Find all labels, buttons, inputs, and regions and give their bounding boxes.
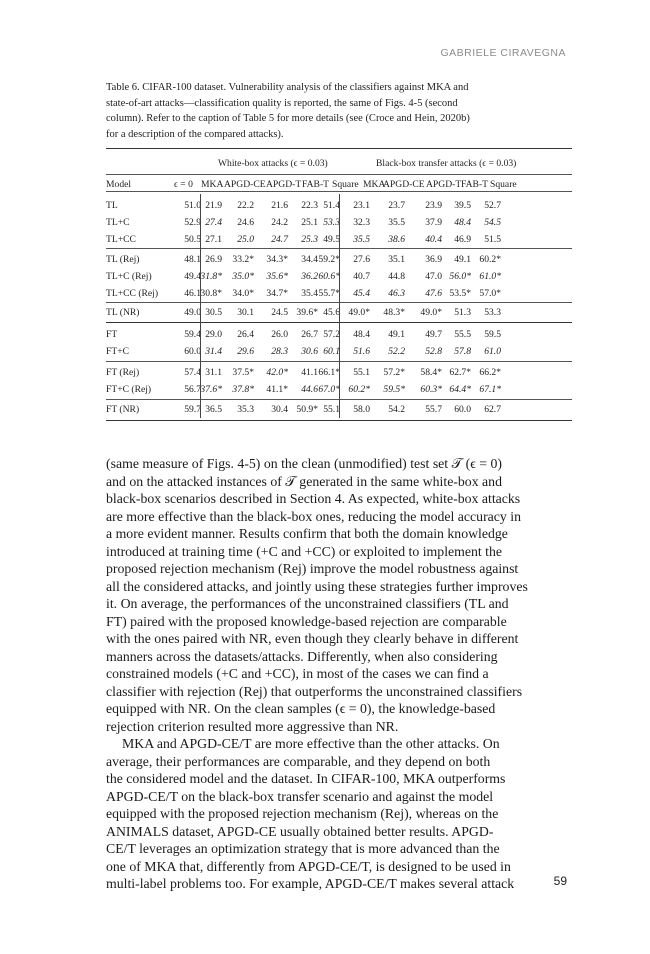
- table-cell: 55.5: [454, 329, 471, 340]
- table-cell: 41.1: [301, 367, 318, 378]
- table-cell: 46.1: [184, 288, 201, 299]
- table-cell: 59.5*: [383, 384, 405, 395]
- table-cell: 21.6: [271, 200, 288, 211]
- body-line: APGD-CE/T on the black-box transfer scenario and against the model: [106, 788, 494, 804]
- body-line: proposed rejection mechanism (Rej) improve the model robustness against: [106, 561, 519, 576]
- col-header: FAB-T: [461, 179, 489, 190]
- table-cell: 35.4: [301, 288, 318, 299]
- table-cell: 24.7: [271, 234, 288, 245]
- body-line: CE/T leverages an optimization strategy that is more advanced than the: [106, 841, 500, 856]
- table-caption: [106, 80, 572, 142]
- row-model-label: FT (NR): [106, 404, 140, 415]
- table-cell: 26.9: [205, 254, 222, 265]
- body-line: are more effective than the black-box ones, reducing the model accuracy in: [106, 508, 521, 524]
- row-model-label: FT (Rej): [106, 367, 140, 378]
- table-cell: 67.0*: [318, 384, 340, 395]
- table-cell: 55.7*: [318, 288, 340, 299]
- body-line: one of MKA that, differently from APGD-CE/T, is designed to be used in: [106, 858, 511, 874]
- table-cell: 58.0: [353, 404, 370, 415]
- table-cell: 54.2: [388, 404, 405, 415]
- table-cell: 26.0: [271, 329, 288, 340]
- table-cell: 48.4: [353, 329, 370, 340]
- header-divider: [106, 174, 572, 175]
- table-cell: 57.8: [454, 346, 471, 357]
- table-cell: 51.6: [353, 346, 370, 357]
- table-cell: 52.7: [484, 200, 501, 211]
- body-line: rejection criterion resulted more aggressive than NR.: [106, 718, 399, 734]
- table-cell: 36.5: [205, 404, 222, 415]
- table-cell: 47.6: [425, 288, 442, 299]
- body-line: introduced at training time (+C and +CC) or exploited to implement the: [106, 543, 503, 559]
- table-cell: 31.4: [205, 346, 222, 357]
- table-cell: 24.6: [237, 217, 254, 228]
- table-cell: 30.6: [301, 346, 318, 357]
- table-cell: 67.1*: [479, 384, 501, 395]
- table-cell: 30.5: [205, 307, 222, 318]
- table-vertical-rule: [339, 194, 340, 418]
- table-top-rule: [106, 148, 572, 149]
- body-line: and on the attacked instances of 𝒯 generated in the same white-box and: [106, 473, 502, 489]
- table-cell: 44.8: [388, 271, 405, 282]
- table-cell: 58.4*: [420, 367, 442, 378]
- table-cell: 31.8*: [200, 271, 222, 282]
- table-cell: 27.4: [205, 217, 222, 228]
- table-cell: 59.7: [184, 404, 201, 415]
- table-cell: 60.0: [184, 346, 201, 357]
- col-header-model: Model: [106, 179, 132, 190]
- table-cell: 53.3: [484, 307, 501, 318]
- table-cell: 34.7*: [266, 288, 288, 299]
- table-cell: 57.4: [184, 367, 201, 378]
- table-cell: 48.4: [454, 217, 471, 228]
- table-cell: 53.5*: [449, 288, 471, 299]
- table-cell: 42.0*: [266, 367, 288, 378]
- table-cell: 60.3*: [420, 384, 442, 395]
- table-cell: 47.0: [425, 271, 442, 282]
- table-cell: 51.3: [454, 307, 471, 318]
- table-cell: 60.6*: [318, 271, 340, 282]
- row-model-label: FT+C (Rej): [106, 384, 152, 395]
- table-cell: 49.0: [184, 307, 201, 318]
- table-cell: 32.3: [353, 217, 370, 228]
- table-cell: 33.2*: [232, 254, 254, 265]
- table-cell: 25.0: [237, 234, 254, 245]
- caption-line: Table 6. CIFAR-100 dataset. Vulnerability analysis of the classifiers against MKA and: [106, 82, 469, 93]
- body-line: MKA and APGD-CE/T are more effective than the other attacks. On: [122, 736, 500, 751]
- table-cell: 25.3: [301, 234, 318, 245]
- paragraph-2: [106, 735, 572, 893]
- caption-line: for a description of the compared attacks).: [106, 128, 284, 140]
- table-cell: 52.8: [425, 346, 442, 357]
- table-cell: 29.6: [237, 346, 254, 357]
- table-cell: 41.1*: [266, 384, 288, 395]
- body-line: constrained models (+C and +CC), in most of the cases we can find a: [106, 666, 489, 681]
- header-bottom-rule: [106, 191, 572, 192]
- body-line: average, their performances are comparable, and they depend on both: [106, 753, 491, 769]
- table-cell: 55.1: [353, 367, 370, 378]
- table-cell: 35.5: [353, 234, 370, 245]
- table-cell: 27.6: [353, 254, 370, 265]
- table-cell: 60.1: [323, 346, 340, 357]
- row-model-label: TL+CC (Rej): [106, 288, 159, 299]
- table-cell: 35.5: [388, 217, 405, 228]
- group-header-black-box: Black-box transfer attacks (ϵ = 0.03): [376, 158, 517, 169]
- table-cell: 34.3*: [266, 254, 288, 265]
- col-header: MKA: [363, 179, 386, 190]
- table-cell: 21.9: [205, 200, 222, 211]
- table-cell: 61.0*: [479, 271, 501, 282]
- body-line: equipped with the proposed rejection mechanism (Rej), whereas on the: [106, 806, 499, 821]
- table-cell: 34.4: [301, 254, 318, 265]
- table-cell: 36.9: [425, 254, 442, 265]
- paragraph-1: [106, 455, 572, 735]
- row-model-label: TL (Rej): [106, 254, 140, 265]
- body-line: (same measure of Figs. 4-5) on the clean (unmodified) test set 𝒯 (ϵ = 0): [106, 456, 502, 471]
- table-cell: 57.0*: [479, 288, 501, 299]
- body-line: with the ones paired with NR, even though they clearly behave in different: [106, 631, 519, 646]
- group-header-white-box: White-box attacks (ϵ = 0.03): [218, 158, 328, 169]
- table-cell: 62.7*: [449, 367, 471, 378]
- row-model-label: TL+C: [106, 217, 130, 228]
- table-cell: 39.5: [454, 200, 471, 211]
- table-cell: 25.1: [301, 217, 318, 228]
- col-header: APGD-T: [266, 179, 302, 190]
- table-cell: 55.7: [425, 404, 442, 415]
- table-cell: 48.3*: [383, 307, 405, 318]
- table-cell: 26.7: [301, 329, 318, 340]
- table-cell: 53.3: [323, 217, 340, 228]
- table-cell: 49.0*: [348, 307, 370, 318]
- col-header: MKA: [201, 179, 224, 190]
- body-line: all the considered attacks, and jointly using these strategies further improves: [106, 578, 528, 594]
- table-cell: 36.2: [301, 271, 318, 282]
- table-cell: 49.4: [184, 271, 201, 282]
- table-cell: 30.8*: [200, 288, 222, 299]
- body-line: the considered model and the dataset. In CIFAR-100, MKA outperforms: [106, 771, 506, 786]
- table-cell: 37.8*: [232, 384, 254, 395]
- table-cell: 35.0*: [232, 271, 254, 282]
- table-cell: 62.7: [484, 404, 501, 415]
- table-cell: 27.1: [205, 234, 222, 245]
- table-cell: 28.3: [271, 346, 288, 357]
- table-cell: 49.5: [323, 234, 340, 245]
- col-header: Square: [490, 179, 517, 190]
- col-header: Square: [332, 179, 359, 190]
- table-cell: 49.1: [454, 254, 471, 265]
- table-cell: 59.5: [484, 329, 501, 340]
- col-header: APGD-CE: [383, 179, 425, 190]
- table-cell: 44.6: [301, 384, 318, 395]
- table-cell: 64.4*: [449, 384, 471, 395]
- table-cell: 23.1: [353, 200, 370, 211]
- table-cell: 57.2*: [383, 367, 405, 378]
- table-cell: 46.9: [454, 234, 471, 245]
- table-cell: 30.4: [271, 404, 288, 415]
- caption-line: column). Refer to the caption of Table 5 for more details (see (Croce and Hein, 2020b): [106, 113, 470, 124]
- row-model-label: TL: [106, 200, 118, 211]
- caption-line: state-of-art attacks—classification quality is reported, the same of Figs. 4-5 (second: [106, 97, 458, 109]
- table-cell: 57.2: [323, 329, 340, 340]
- body-line: equipped with NR. On the clean samples (ϵ = 0), the knowledge-based: [106, 701, 496, 716]
- table-cell: 40.7: [353, 271, 370, 282]
- table-cell: 37.6*: [200, 384, 222, 395]
- table-cell: 59.2*: [318, 254, 340, 265]
- row-model-label: FT+C: [106, 346, 130, 357]
- col-header: APGD-CE: [224, 179, 266, 190]
- table-cell: 60.2*: [479, 254, 501, 265]
- col-header: APGD-T: [426, 179, 462, 190]
- col-header: FAB-T: [302, 179, 330, 190]
- table-cell: 23.9: [425, 200, 442, 211]
- table-cell: 24.5: [271, 307, 288, 318]
- body-line: multi-label problems too. For example, APGD-CE/T makes several attack: [106, 876, 515, 891]
- table-cell: 37.5*: [232, 367, 254, 378]
- row-model-label: TL+C (Rej): [106, 271, 152, 282]
- table-cell: 51.5: [484, 234, 501, 245]
- table-cell: 56.0*: [449, 271, 471, 282]
- body-text: [106, 455, 572, 893]
- row-model-label: FT: [106, 329, 118, 340]
- table-cell: 34.0*: [232, 288, 254, 299]
- table-bottom-rule: [106, 420, 572, 421]
- body-line: a more evident manner. Results confirm that both the domain knowledge: [106, 526, 508, 541]
- table-cell: 60.0: [454, 404, 471, 415]
- table-cell: 49.1: [388, 329, 405, 340]
- body-line: it. On average, the performances of the unconstrained classifiers (TL and: [106, 596, 509, 611]
- table-cell: 61.0: [484, 346, 501, 357]
- table-cell: 45.6: [323, 307, 340, 318]
- table-cell: 49.7: [425, 329, 442, 340]
- table-cell: 55.1: [323, 404, 340, 415]
- body-line: classifier with rejection (Rej) that outperforms the unconstrained classifiers: [106, 683, 523, 699]
- table-cell: 50.9*: [296, 404, 318, 415]
- table-cell: 23.7: [388, 200, 405, 211]
- table-cell: 39.6*: [296, 307, 318, 318]
- table-cell: 66.2*: [479, 367, 501, 378]
- table-cell: 26.4: [237, 329, 254, 340]
- table-cell: 52.2: [388, 346, 405, 357]
- table-cell: 37.9: [425, 217, 442, 228]
- row-model-label: TL+CC: [106, 234, 136, 245]
- table-cell: 66.1*: [318, 367, 340, 378]
- table-cell: 35.1: [388, 254, 405, 265]
- body-line: black-box scenarios described in Section 4. As expected, white-box attacks: [106, 491, 521, 506]
- table-cell: 38.6: [388, 234, 405, 245]
- table-cell: 59.4: [184, 329, 201, 340]
- table-cell: 22.2: [237, 200, 254, 211]
- table-cell: 22.3: [301, 200, 318, 211]
- table-cell: 45.4: [353, 288, 370, 299]
- table-cell: 54.5: [484, 217, 501, 228]
- table-cell: 35.6*: [266, 271, 288, 282]
- running-head: GABRIELE CIRAVEGNA: [440, 47, 566, 59]
- table-cell: 49.0*: [420, 307, 442, 318]
- table-cell: 24.2: [271, 217, 288, 228]
- table-cell: 52.9: [184, 217, 201, 228]
- table-cell: 40.4: [425, 234, 442, 245]
- page-number: 59: [553, 874, 567, 888]
- body-line: manners across the datasets/attacks. Differently, when also considering: [106, 648, 498, 664]
- table-cell: 46.3: [388, 288, 405, 299]
- table-cell: 31.1: [205, 367, 222, 378]
- table-cell: 29.0: [205, 329, 222, 340]
- table-cell: 60.2*: [348, 384, 370, 395]
- body-line: FT) paired with the proposed knowledge-based rejection are comparable: [106, 613, 507, 629]
- table-cell: 51.0: [184, 200, 201, 211]
- table-cell: 56.7: [184, 384, 201, 395]
- body-line: ANIMALS dataset, APGD-CE usually obtained better results. APGD-: [106, 823, 494, 839]
- table-cell: 51.4: [323, 200, 340, 211]
- table-cell: 48.1: [184, 254, 201, 265]
- table-cell: 50.5: [184, 234, 201, 245]
- row-model-label: TL (NR): [106, 307, 140, 318]
- table-vertical-rule: [200, 194, 201, 418]
- col-header: ϵ = 0: [174, 179, 193, 190]
- table-cell: 35.3: [237, 404, 254, 415]
- table-cell: 30.1: [237, 307, 254, 318]
